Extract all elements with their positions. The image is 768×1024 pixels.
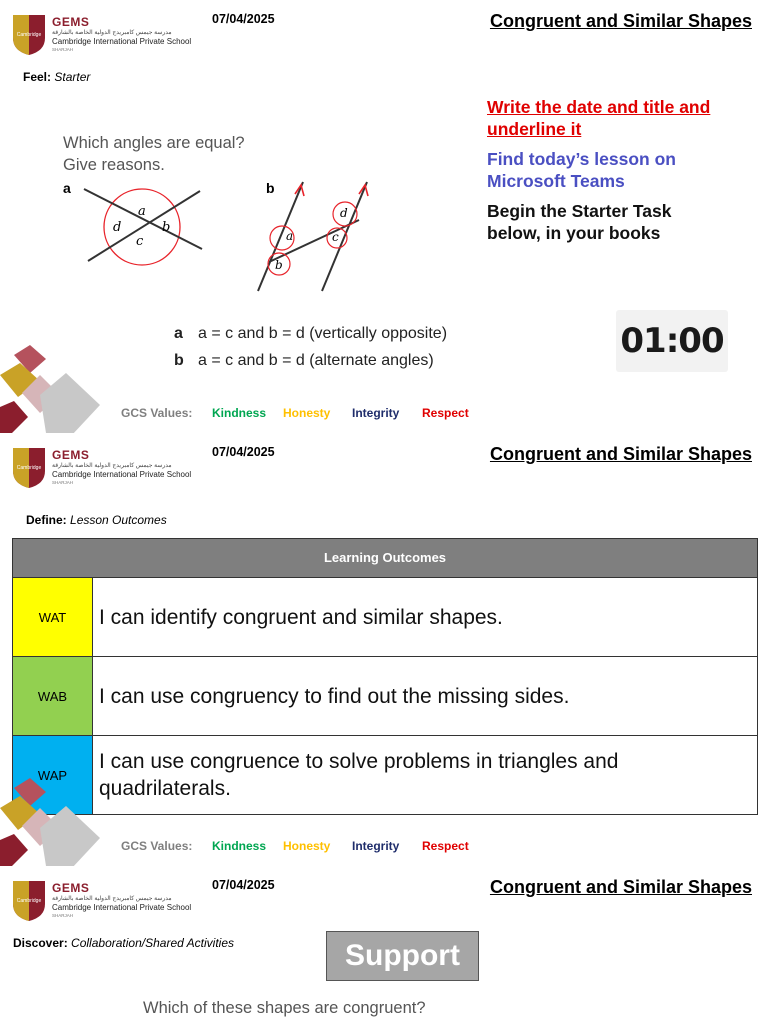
- school-city: SHARJAH: [52, 480, 74, 485]
- table-row: [13, 736, 757, 814]
- discover-question: Which of these shapes are congruent?: [143, 999, 426, 1017]
- countdown-timer: 01:00: [616, 310, 728, 372]
- phase-name: Feel:: [23, 70, 52, 84]
- instruction-date-title: Write the date and title and underline it: [487, 97, 711, 139]
- svg-text:Cambridge: Cambridge: [16, 898, 42, 904]
- slide-title: Congruent and Similar Shapes: [489, 444, 752, 464]
- slide-title: Congruent and Similar Shapes: [489, 11, 752, 31]
- answer-b-label: b: [174, 352, 184, 369]
- outcome-text: I can identify congruent and similar shapes.: [99, 605, 503, 629]
- angle-b: b: [162, 220, 171, 235]
- value-respect: Respect: [422, 406, 469, 420]
- angle-d: d: [113, 220, 122, 235]
- phase-label: [23, 70, 90, 84]
- angle-b-c: c: [332, 230, 339, 244]
- value-integrity: Integrity: [352, 839, 400, 853]
- school-shield-icon: [12, 14, 46, 56]
- decorative-diamonds-icon: [0, 778, 100, 866]
- phase-value: Starter: [54, 70, 91, 84]
- angle-c: c: [136, 234, 144, 249]
- school-name-arabic: مدرسة جيمس كامبريدج الدولية الخاصة بالشارقة: [52, 896, 172, 902]
- instruction-starter: Begin the Starter Task below, in your books: [487, 201, 672, 243]
- slide-title: Congruent and Similar Shapes: [489, 877, 752, 897]
- phase-name: Discover:: [13, 936, 68, 950]
- diagram-a-label: a: [63, 180, 71, 196]
- diagram-b-label: b: [266, 180, 275, 196]
- school-logo: [12, 880, 192, 926]
- value-honesty: Honesty: [283, 839, 331, 853]
- answer-a-text: a = c and b = d (vertically opposite): [198, 325, 448, 342]
- question-line-1: Which angles are equal?: [63, 134, 245, 152]
- phase-label: [26, 513, 167, 527]
- table-header: Learning Outcomes: [13, 539, 757, 578]
- answer-a-label: a: [174, 325, 183, 342]
- school-name-arabic: مدرسة جيمس كامبريدج الدولية الخاصة بالشارقة: [52, 30, 172, 36]
- phase-value: Collaboration/Shared Activities: [71, 936, 235, 950]
- phase-value: Lesson Outcomes: [70, 513, 167, 527]
- learning-outcomes-table: [12, 538, 758, 815]
- outcome-tag: WAP: [13, 736, 93, 814]
- answers: [174, 320, 447, 374]
- brand-name: GEMS: [52, 448, 90, 462]
- svg-text:Cambridge: Cambridge: [16, 465, 42, 471]
- school-shield-icon: [12, 880, 46, 922]
- answer-b-text: a = c and b = d (alternate angles): [198, 352, 434, 369]
- angle-a: a: [138, 204, 146, 219]
- slide-discover: [0, 866, 768, 1024]
- slide-date: 07/04/2025: [212, 445, 275, 459]
- school-name: Cambridge International Private School: [52, 470, 192, 479]
- starter-question: [63, 132, 245, 176]
- outcome-tag: WAT: [13, 578, 93, 656]
- phase-label: [13, 936, 234, 950]
- question-line-2: Give reasons.: [63, 156, 165, 174]
- school-logo: [12, 447, 192, 493]
- diagram-b: [255, 178, 380, 296]
- support-button[interactable]: Support: [326, 931, 479, 981]
- value-kindness: Kindness: [212, 839, 267, 853]
- angle-b-a: a: [286, 229, 294, 243]
- brand-name: GEMS: [52, 881, 90, 895]
- decorative-diamonds-icon: [0, 345, 100, 433]
- svg-text:Cambridge: Cambridge: [16, 32, 42, 38]
- outcome-text: I can use congruency to find out the missing sides.: [99, 684, 570, 708]
- value-integrity: Integrity: [352, 406, 400, 420]
- value-honesty: Honesty: [283, 406, 331, 420]
- brand-name: GEMS: [52, 15, 90, 29]
- phase-name: Define:: [26, 513, 67, 527]
- slide-date: 07/04/2025: [212, 12, 275, 26]
- school-name: Cambridge International Private School: [52, 37, 192, 46]
- value-kindness: Kindness: [212, 406, 267, 420]
- instruction-teams: Find today’s lesson on Microsoft Teams: [487, 149, 676, 191]
- answer-a: [174, 320, 447, 347]
- school-shield-icon: [12, 447, 46, 489]
- values-label: GCS Values:: [121, 406, 193, 420]
- school-logo: [12, 14, 192, 60]
- diagram-a: [80, 185, 210, 275]
- outcome-tag: WAB: [13, 657, 93, 735]
- slide-date: 07/04/2025: [212, 878, 275, 892]
- outcome-text: I can use congruence to solve problems in triangles and quadrilaterals.: [99, 750, 619, 800]
- school-city: SHARJAH: [52, 47, 74, 52]
- table-row: [13, 657, 757, 736]
- angle-b-b: b: [275, 258, 283, 272]
- values-label: GCS Values:: [121, 839, 193, 853]
- slide-starter: [0, 0, 768, 433]
- value-respect: Respect: [422, 839, 469, 853]
- slide-lesson-outcomes: [0, 433, 768, 866]
- table-row: [13, 578, 757, 657]
- school-name-arabic: مدرسة جيمس كامبريدج الدولية الخاصة بالشارقة: [52, 463, 172, 469]
- school-name: Cambridge International Private School: [52, 903, 192, 912]
- angle-b-d: d: [340, 206, 348, 220]
- school-city: SHARJAH: [52, 913, 74, 918]
- answer-b: [174, 347, 447, 374]
